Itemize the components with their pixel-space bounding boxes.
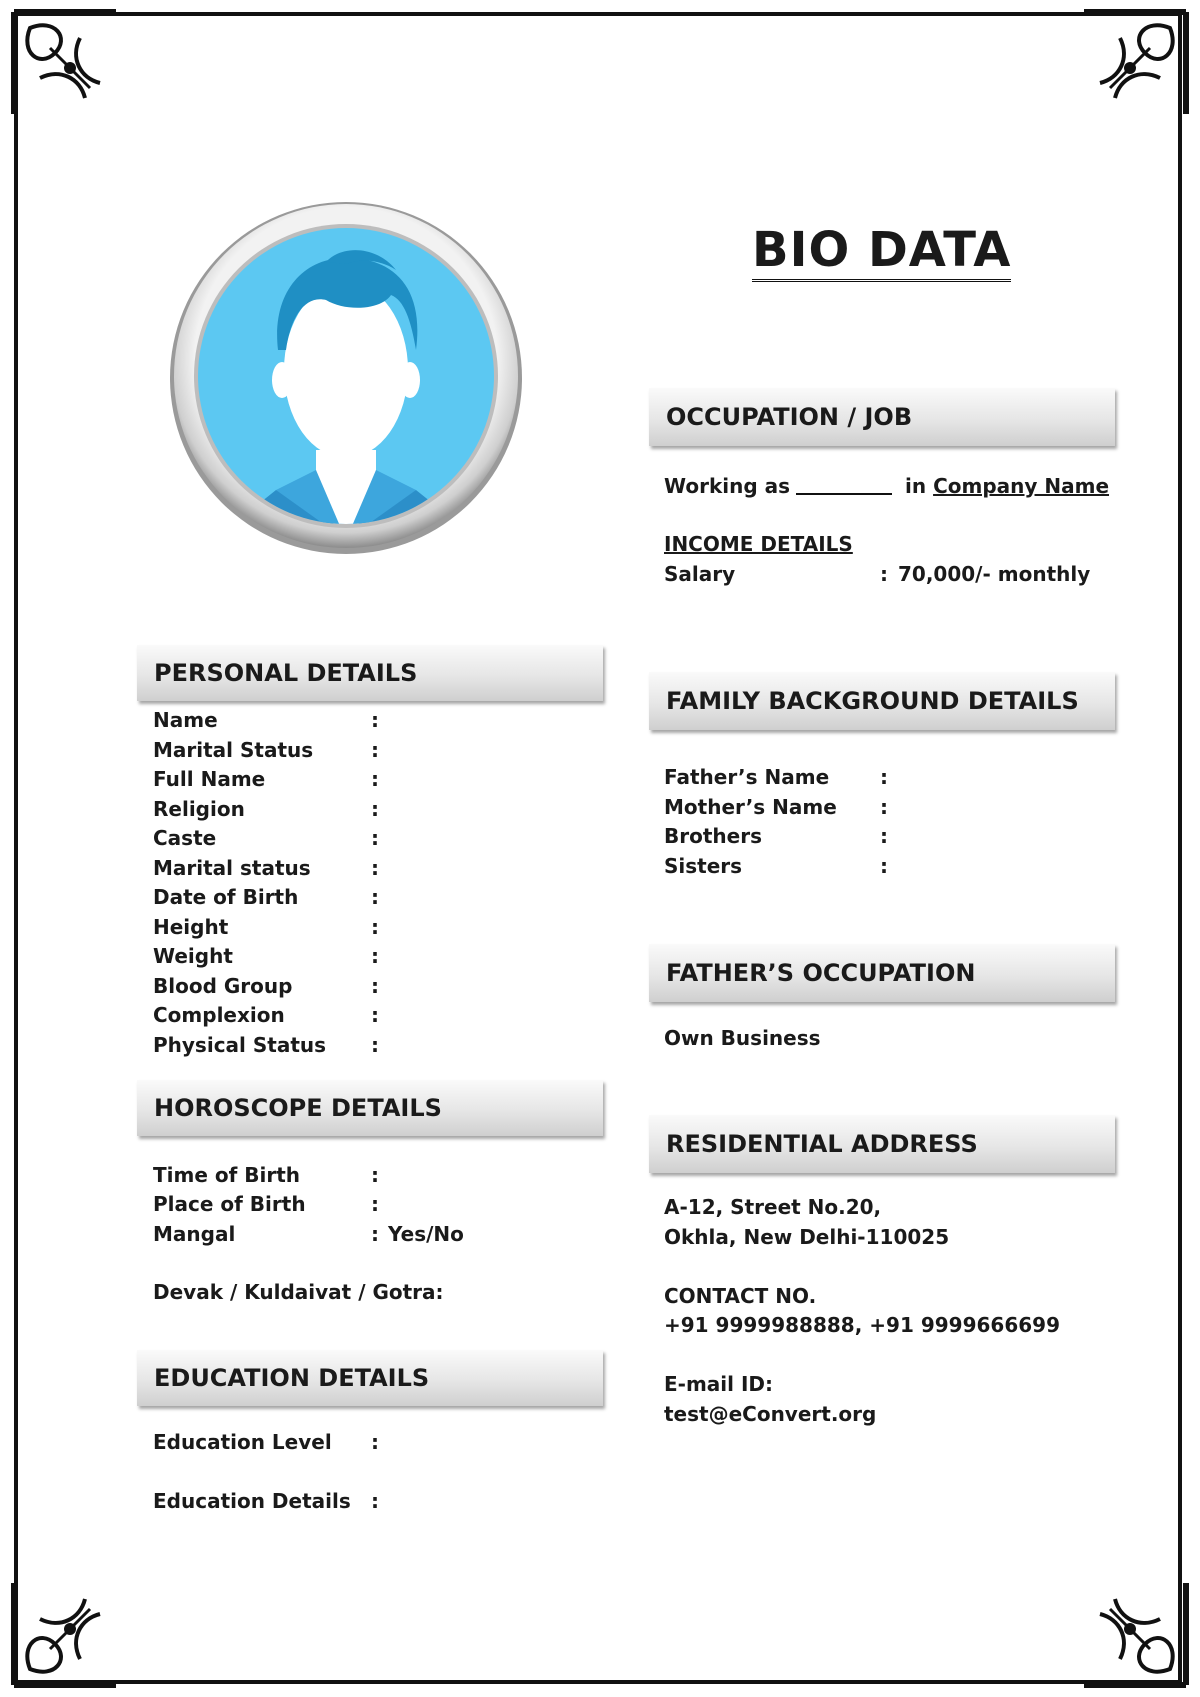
ornament-corner-icon <box>1080 1579 1190 1689</box>
personal-details-header <box>137 645 603 701</box>
horoscope-details-header <box>137 1080 603 1136</box>
working-as-line <box>664 474 1109 498</box>
fathers-occupation-header <box>649 944 1115 1002</box>
personal-field-colon: : <box>371 1032 379 1057</box>
personal-field-colon: : <box>371 944 379 968</box>
working-as-label: Working as <box>664 474 791 498</box>
occupation-header <box>649 388 1115 446</box>
family-background-header-label: FAMILY BACKGROUND DETAILS <box>666 687 1079 715</box>
place-of-birth-colon: : <box>371 1192 379 1216</box>
ornament-corner-icon <box>10 8 120 118</box>
personal-field-colon: : <box>371 914 379 939</box>
personal-field-colon: : <box>371 708 379 732</box>
mangal-label: Mangal <box>153 1222 236 1246</box>
education-details-label: Education Details <box>153 1489 351 1513</box>
contact-value: +91 9999988888, +91 9999666699 <box>664 1313 1060 1337</box>
personal-field-label: Name <box>153 708 218 732</box>
ornament-corner-icon <box>10 1579 120 1689</box>
devak-label: Devak / Kuldaivat / Gotra: <box>153 1280 444 1304</box>
fathers-occupation-header-label: FATHER’S OCCUPATION <box>666 959 976 987</box>
personal-field-colon: : <box>371 855 379 880</box>
personal-field-label: Marital Status <box>153 737 314 762</box>
salary-label: Salary <box>664 562 736 586</box>
personal-field-label: Date of Birth <box>153 885 299 909</box>
residential-address-header-label: RESIDENTIAL ADDRESS <box>666 1130 978 1158</box>
family-field-label: Sisters <box>664 853 743 878</box>
family-background-header <box>649 672 1115 730</box>
education-details-header <box>137 1350 603 1406</box>
residential-address-header <box>649 1115 1115 1173</box>
personal-details-header-label: PERSONAL DETAILS <box>154 659 418 687</box>
email-label: E-mail ID: <box>664 1372 774 1396</box>
time-of-birth-label: Time of Birth <box>153 1163 301 1187</box>
personal-field-label: Weight <box>153 944 233 968</box>
personal-field-colon: : <box>371 796 379 821</box>
personal-field-colon: : <box>371 1003 379 1027</box>
occupation-header-label: OCCUPATION / JOB <box>666 403 913 431</box>
address-line-2: Okhla, New Delhi-110025 <box>664 1225 950 1249</box>
in-label: in <box>905 474 927 498</box>
personal-field-label: Caste <box>153 826 217 850</box>
place-of-birth-label: Place of Birth <box>153 1192 306 1216</box>
personal-field-colon: : <box>371 973 379 998</box>
profile-photo-avatar <box>166 200 526 560</box>
personal-field-label: Physical Status <box>153 1032 327 1057</box>
page-title: BIO DATA <box>752 224 1011 282</box>
education-details-header-label: EDUCATION DETAILS <box>154 1364 430 1392</box>
family-field-colon: : <box>880 794 888 819</box>
contact-label: CONTACT NO. <box>664 1284 817 1308</box>
personal-field-label: Full Name <box>153 767 266 791</box>
family-field-colon: : <box>880 765 888 789</box>
horoscope-details-header-label: HOROSCOPE DETAILS <box>154 1094 442 1122</box>
fathers-occupation-value: Own Business <box>664 1026 821 1050</box>
personal-field-colon: : <box>371 885 379 909</box>
mangal-value: Yes/No <box>388 1222 464 1246</box>
education-level-label: Education Level <box>153 1430 332 1454</box>
address-line-1: A-12, Street No.20, <box>664 1195 882 1219</box>
personal-field-label: Height <box>153 914 229 939</box>
personal-field-colon: : <box>371 737 379 762</box>
personal-field-label: Complexion <box>153 1003 285 1027</box>
personal-field-colon: : <box>371 767 379 791</box>
education-details-colon: : <box>371 1489 379 1513</box>
job-title-blank <box>796 493 892 495</box>
company-name: Company Name <box>933 474 1110 498</box>
personal-field-label: Blood Group <box>153 973 293 998</box>
family-field-colon: : <box>880 824 888 848</box>
email-value: test@eConvert.org <box>664 1402 877 1426</box>
mangal-colon: : <box>371 1222 379 1246</box>
ornament-corner-icon <box>1080 8 1190 118</box>
personal-field-label: Marital status <box>153 855 311 880</box>
salary-colon: : <box>880 562 888 586</box>
family-field-label: Father’s Name <box>664 765 830 789</box>
time-of-birth-colon: : <box>371 1163 379 1187</box>
family-field-label: Mother’s Name <box>664 794 837 819</box>
personal-field-colon: : <box>371 826 379 850</box>
education-level-colon: : <box>371 1430 379 1454</box>
income-details-heading: INCOME DETAILS <box>664 532 853 556</box>
family-field-colon: : <box>880 853 888 878</box>
personal-field-label: Religion <box>153 796 245 821</box>
salary-value: 70,000/- monthly <box>898 562 1091 586</box>
family-field-label: Brothers <box>664 824 762 848</box>
